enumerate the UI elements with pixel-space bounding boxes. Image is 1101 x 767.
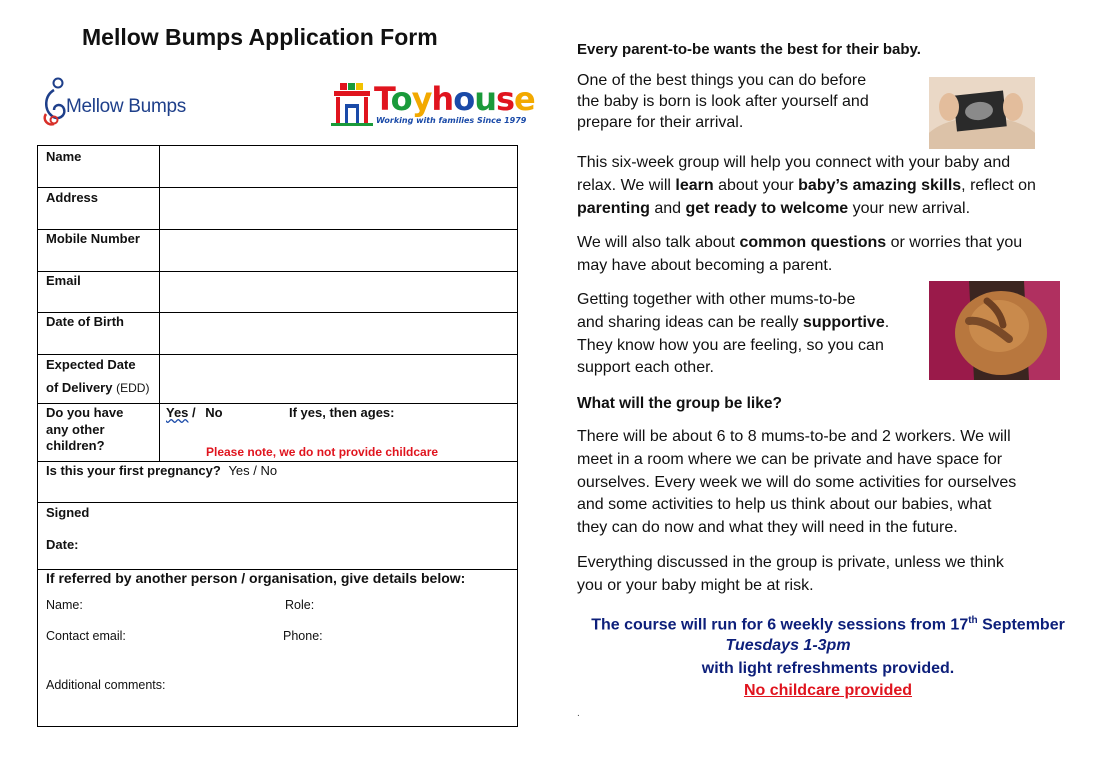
- mobile-number-field[interactable]: [161, 231, 516, 270]
- signature-field[interactable]: [118, 504, 516, 564]
- additional-comments-label: Additional comments:: [46, 678, 166, 692]
- edd-label-line1: Expected Date: [46, 357, 136, 372]
- referrer-role-label: Role:: [285, 598, 315, 612]
- ultrasound-photo: [929, 77, 1035, 149]
- referrer-phone-label: Phone:: [283, 629, 323, 643]
- first-pregnancy-row[interactable]: Is this your first pregnancy? Yes / No: [46, 463, 278, 478]
- childcare-note: Please note, we do not provide childcare: [206, 445, 439, 459]
- group-description-paragraph: This six-week group will help you connect with your baby and relax. We will learn about your baby’s amazing skills, reflect on parenting and get ready to welcome your new arrival.: [577, 154, 1036, 217]
- edd-label-line2: of Delivery (EDD): [46, 380, 150, 395]
- name-field[interactable]: [161, 147, 516, 186]
- signed-label: Signed: [46, 505, 90, 520]
- children-label-line3: children?: [46, 438, 105, 453]
- form-title: Mellow Bumps Application Form: [82, 24, 438, 50]
- children-label-line2: any other: [46, 422, 105, 437]
- children-ages-label: If yes, then ages:: [289, 405, 395, 420]
- referral-heading: If referred by another person / organisation, give details below:: [46, 570, 466, 586]
- mellow-bumps-logo-text: Mellow Bumps: [66, 96, 186, 117]
- date-of-birth-field[interactable]: [161, 314, 516, 353]
- children-yes-no[interactable]: Yes / No: [166, 405, 223, 420]
- course-refreshments: with light refreshments provided.: [701, 660, 955, 677]
- row-divider: [38, 502, 517, 503]
- no-childcare-notice: No childcare provided: [743, 682, 913, 699]
- common-questions-paragraph: We will also talk about common questions or worries that you may have about becoming a parent.: [577, 234, 1023, 274]
- pregnancy-photo: [929, 281, 1060, 380]
- label-column-divider: [159, 146, 160, 461]
- footer-dot: .: [577, 708, 580, 719]
- toyhouse-house-icon: [330, 82, 374, 128]
- expected-delivery-date-field[interactable]: [161, 356, 516, 402]
- group-details-paragraph: There will be about 6 to 8 mums-to-be and 2 workers. We will meet in a room where we can be private and have space for ourselves. Every week we will do some activities for ourselves and some activities to help us think about our babies, what they can do now and what they will need in the future.: [577, 428, 1017, 537]
- support-paragraph: Getting together with other mums-to-be and sharing ideas can be really supportive. They know how you are feeling, so you can support each other.: [577, 291, 890, 377]
- name-label: Name: [46, 149, 82, 164]
- referrer-name-label: Name:: [46, 598, 83, 612]
- privacy-paragraph: Everything discussed in the group is private, unless we think you or your baby might be at risk.: [577, 554, 1004, 594]
- application-form-table: [37, 145, 518, 727]
- toyhouse-tagline: Working with families Since 1979: [376, 116, 527, 125]
- course-time: Tuesdays 1-3pm: [725, 637, 851, 654]
- referrer-email-label: Contact email:: [46, 629, 126, 643]
- date-label: Date:: [46, 537, 79, 552]
- address-label: Address: [46, 190, 99, 205]
- group-subheading: What will the group be like?: [577, 395, 782, 412]
- address-field[interactable]: [161, 189, 516, 228]
- email-label: Email: [46, 273, 81, 288]
- intro-paragraph: One of the best things you can do before the baby is born is look after yourself and prepare for their arrival.: [577, 72, 869, 131]
- children-label-line1: Do you have: [46, 405, 124, 420]
- row-divider: [38, 271, 517, 272]
- date-of-birth-label: Date of Birth: [46, 314, 124, 329]
- toyhouse-wordmark: Toyhouse: [374, 80, 535, 118]
- mobile-number-label: Mobile Number: [46, 231, 140, 246]
- pregnant-belly-image-icon: [929, 281, 1060, 380]
- course-dates: The course will run for 6 weekly sessions from 17th September: [591, 615, 1065, 634]
- email-field[interactable]: [161, 273, 516, 311]
- row-divider: [38, 187, 517, 188]
- ultrasound-image-icon: [929, 77, 1035, 149]
- info-heading: Every parent-to-be wants the best for their baby.: [577, 41, 921, 58]
- row-divider: [38, 354, 517, 355]
